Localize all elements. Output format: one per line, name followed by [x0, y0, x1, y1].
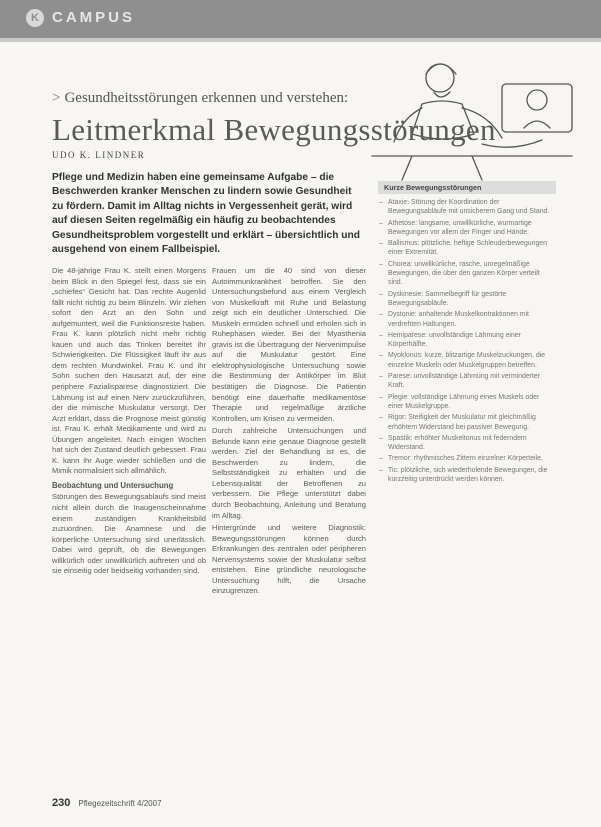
article-author: UDO K. LINDNER	[52, 150, 146, 160]
section-name: CAMPUS	[52, 9, 136, 26]
subheading: Beobachtung und Untersuchung	[52, 480, 174, 490]
list-item: – Dyskinesie: Sammelbegriff für gestörte Bewegungsabläufe.	[378, 290, 556, 309]
body-paragraph: Hintergründe und weitere Diagnostik: Bewegungsstörungen können durch Erkrankungen des zentralen oder peripheren Nervensystems sowie der Muskulatur selbst entstehen. Eine gründliche neurologische Untersuchung hilft, die Ursache einzugrenzen.	[212, 523, 366, 596]
sidebar-list	[378, 198, 556, 484]
list-item: – Spastik: erhöhter Muskeltonus mit federndem Widerstand.	[378, 434, 556, 453]
list-item: – Parese: unvollständige Lähmung mit verminderter Kraft.	[378, 372, 556, 391]
list-item: – Rigor: Steifigkeit der Muskulatur mit gleichmäßig erhöhtem Widerstand bei passiver Bewegung.	[378, 413, 556, 432]
article-kicker	[52, 90, 348, 107]
article-lead: Pflege und Medizin haben eine gemeinsame Aufgabe – die Beschwerden kranker Menschen zu lindern sowie Gesundheit zu fördern. Damit im Alltag nichts in Vergessenheit gerät, wird auf diesen Seiten regelmäßig ein häufig zu beobachtendes Gesundheitsproblem vorgestellt und erklärt – übersichtlich und ausgehend von einem Fallbeispiel.	[52, 172, 360, 256]
list-item: – Dystonie: anhaltende Muskelkontraktionen mit verdrehten Haltungen.	[378, 310, 556, 329]
campus-logo: K	[26, 9, 44, 27]
header-banner	[0, 0, 601, 38]
page-footer	[52, 793, 162, 811]
header-stripe	[0, 38, 601, 42]
body-paragraph: Durch zahlreiche Untersuchungen und Befunde kann eine genaue Diagnose gestellt werden. Ziel der Behandlung ist es, die Beschwerden zu lindern, die Selbstständigkeit zu erhalten und die Lebensqualität der Betroffenen zu verbessern. Die Pflege unterstützt dabei durch Beobachtung, Anleitung und Beratung im Alltag.	[212, 426, 366, 520]
kicker-text: Gesundheitsstörungen erkennen und verstehen:	[64, 90, 349, 106]
article-column-2	[212, 266, 366, 599]
page-number: 230	[52, 797, 71, 809]
list-item: – Tic: plötzliche, sich wiederholende Bewegungen, die kurzzeitig unterdrückt werden können.	[378, 466, 556, 485]
article-column-1	[52, 266, 206, 579]
list-item: – Plegie: vollständige Lähmung eines Muskels oder einer Muskelgruppe.	[378, 393, 556, 412]
sidebar-box	[378, 181, 556, 751]
article-title: Leitmerkmal Bewegungsstörungen	[52, 112, 496, 147]
body-paragraph: Die 48-jährige Frau K. stellt einen Morgens beim Blick in den Spiegel fest, dass sie ein „schiefes“ Gesicht hat. Das rechte Augenlid fällt nicht richtig zu beim Blinzeln. Wir ziehen sofort den Arzt an den Sohn und aufgemuntert, weil die Funktionsreste haben. Frau K. kann plötzlich nicht mehr richtig kauen und auch das Trinken bereitet ihr Schwierigkeiten. Die Flüssigkeit läuft ihr aus dem rechten Mundwinkel. Frau K. und ihr Sohn suchen den Hausarzt auf, der eine periphere Fazialisparese diagnostiziert. Die Lähmung ist auf einen Nerv zurückzuführen, der die mimische Muskulatur versorgt. Der Arzt erklärt, dass die Prognose meist günstig ist. Frau K. erhält Medikamente und wird zu Übungen angeleitet. Nach einigen Wochen hat sich der Zustand deutlich gebessert. Frau K. kann ihr Auge wieder schließen und die Mimik normalisiert sich allmählich.	[52, 266, 206, 476]
list-item: – Athetose: langsame, unwillkürliche, wurmartige Bewegungen vor allem der Finger und Hände.	[378, 219, 556, 238]
list-item: – Ataxie: Störung der Koordination der Bewegungsabläufe mit unsicherem Gang und Stand.	[378, 198, 556, 217]
list-item: – Ballismus: plötzliche, heftige Schleuderbewegungen einer Extremität.	[378, 239, 556, 258]
sidebar-title: Kurze Bewegungsstörungen	[378, 181, 556, 194]
journal-name: Pflegezeitschrift 4/2007	[78, 799, 162, 808]
list-item: – Myoklonus: kurze, blitzartige Muskelzuckungen, die einzelne Muskeln oder Muskelgruppen betreffen.	[378, 351, 556, 370]
body-paragraph: Frauen um die 40 sind von dieser Autoimmunkrankheit betroffen. Sie den Untersuchungsbefund aus einem Vergleich von Muskelkraft mit Ruhe und Belastung zeigt sich ein deutlicher Unterschied. Die Muskeln ermüden schnell und erholen sich in Ruhephasen wieder. Bei der Myasthenia gravis ist die Übertragung der Nervenimpulse auf die Muskulatur gestört. Eine elektrophysiologische Untersuchung sowie die Bestimmung der Antikörper im Blut bestätigen die Diagnose. Die Patientin benötigt eine dauerhafte medikamentöse Therapie und regelmäßige ärztliche Kontrollen, um Krisen zu vermeiden.	[212, 266, 366, 423]
list-item: – Hemiparese: unvollständige Lähmung einer Körperhälfte.	[378, 331, 556, 350]
body-paragraph: Störungen des Bewegungsablaufs sind meist nicht allein durch die Inaugenscheinnahme einem zuständigen Krankheitsbild zuzuordnen. Die Anamnese und die körperliche Untersuchung sind unerlässlich. Dabei wird geprüft, ob die Bewegungen willkürlich oder unwillkürlich auftreten und ob sie einseitig oder beidseitig vorhanden sind.	[52, 492, 206, 576]
chevron-right-icon: >	[52, 90, 61, 106]
list-item: – Chorea: unwillkürliche, rasche, unregelmäßige Bewegungen, die über den ganzen Körper verteilt sind.	[378, 260, 556, 288]
list-item: – Tremor: rhythmisches Zittern einzelner Körperteile.	[378, 454, 556, 463]
